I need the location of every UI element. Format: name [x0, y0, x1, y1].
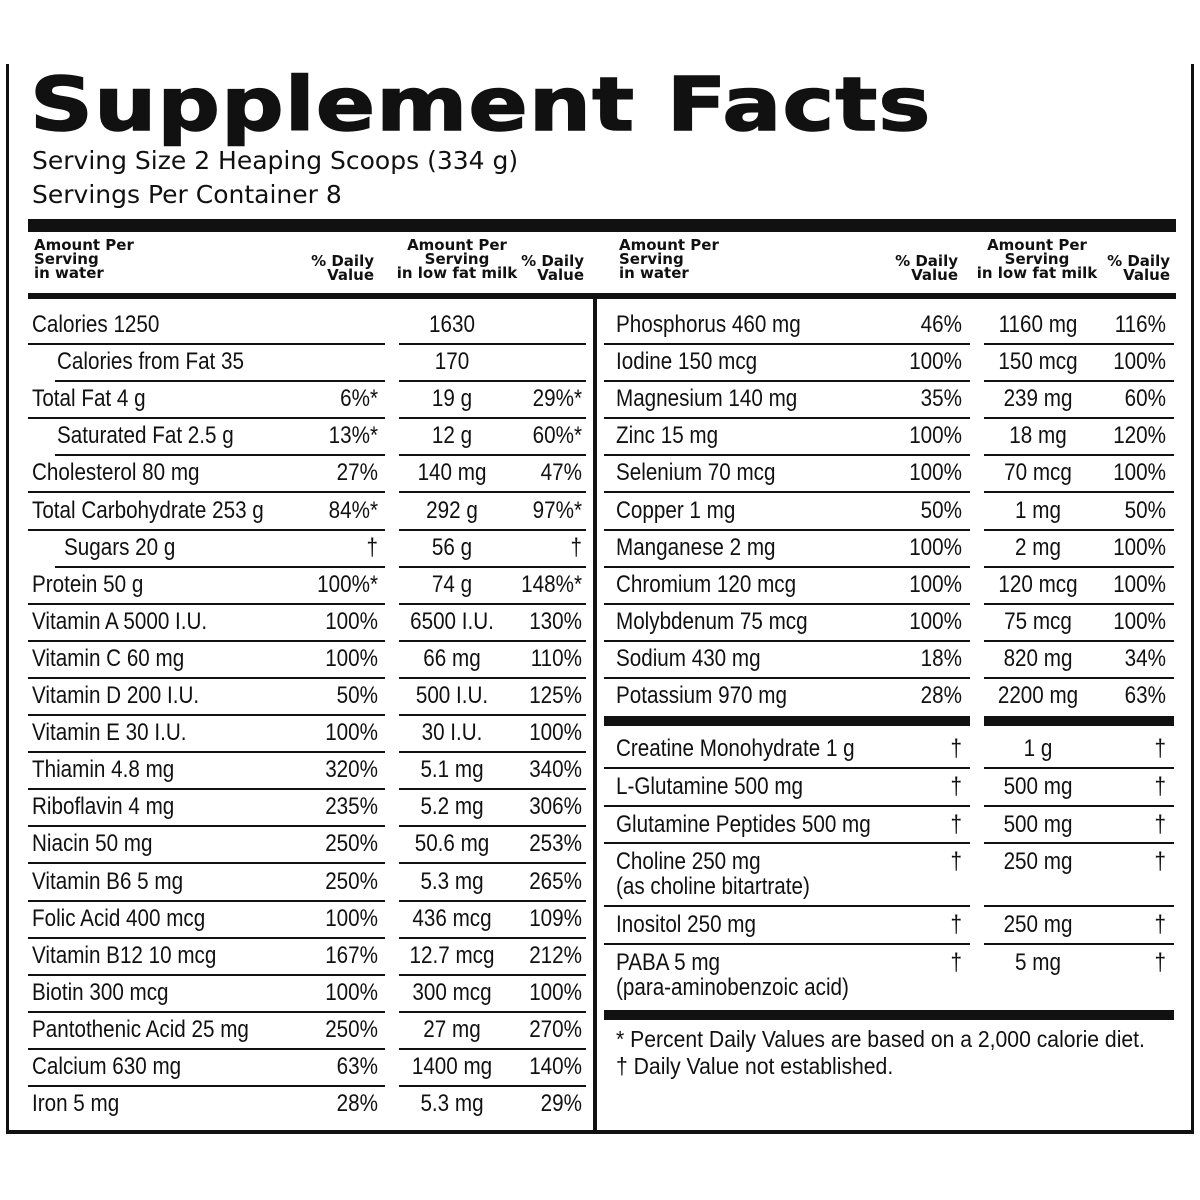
daily-value-milk: 306%: [529, 793, 582, 821]
daily-value-milk: 116%: [1114, 311, 1166, 338]
nutrient-name: Potassium 970 mg: [616, 682, 787, 709]
nutrient-name: Chromium 120 mcg: [616, 570, 797, 598]
row-rule: [399, 825, 586, 827]
amount-milk: 500 I.U.: [415, 682, 489, 709]
nutrient-name: Manganese 2 mg: [616, 533, 776, 561]
daily-value-water: 63%: [336, 1053, 378, 1080]
row-rule: [399, 417, 586, 419]
serving-size: Serving Size 2 Heaping Scoops (334 g): [32, 146, 519, 175]
ingredient-name: Creatine Monohydrate 1 g: [616, 735, 855, 762]
nutrient-name: Biotin 300 mcg: [32, 978, 169, 1006]
row-rule: [604, 566, 970, 568]
daily-value-water: 35%: [920, 385, 962, 413]
row-rule: [399, 491, 586, 493]
row-rule: [28, 417, 385, 419]
amount-milk: 1160 mg: [998, 311, 1078, 338]
amount-milk: 1630: [429, 311, 475, 338]
daily-value-water: 27%: [336, 459, 378, 487]
amount-milk: 5.2 mg: [420, 793, 484, 821]
amount-milk: 74 g: [431, 570, 473, 598]
top-thick-rule: [28, 219, 1176, 232]
header-rule: [28, 293, 1176, 299]
row-rule: [399, 788, 586, 790]
row-rule: [984, 417, 1174, 419]
daily-value-milk: 100%: [1113, 348, 1166, 376]
daily-value-water: 235%: [325, 793, 378, 821]
daily-value-milk: 50%: [1124, 496, 1166, 524]
row-rule: [399, 380, 586, 382]
row-rule: [399, 974, 586, 976]
daily-value-milk: †: [570, 533, 582, 561]
daily-value-water: 100%: [909, 459, 962, 487]
daily-value-milk: 100%: [1113, 607, 1166, 635]
header-dv-water-left: % Daily Value: [311, 252, 374, 284]
nutrient-name: Vitamin C 60 mg: [32, 644, 185, 672]
daily-value-water: 100%: [909, 422, 962, 450]
amount-milk: 70 mcg: [1004, 459, 1072, 487]
row-rule: [28, 788, 385, 790]
amount-milk: 5.1 mg: [420, 756, 484, 784]
ingredient-name: Glutamine Peptides 500 mg: [616, 811, 871, 838]
daily-value-water: 100%: [909, 607, 962, 635]
daily-value-water: †: [950, 949, 962, 976]
daily-value-milk: 148%*: [521, 570, 582, 598]
row-rule: [28, 751, 385, 753]
amount-milk: 1 g: [1023, 735, 1053, 762]
daily-value-milk: 34%: [1124, 644, 1166, 672]
amount-milk: 1400 mg: [411, 1053, 493, 1080]
row-rule: [399, 454, 586, 456]
nutrient-name: Thiamin 4.8 mg: [32, 756, 175, 784]
row-rule: [604, 842, 970, 844]
amount-milk: 12 g: [431, 422, 473, 450]
row-rule: [399, 1048, 586, 1050]
header-dv-milk-left: % Daily Value: [521, 252, 584, 284]
row-rule: [28, 603, 385, 605]
nutrient-name: Zinc 15 mg: [616, 422, 719, 450]
row-rule: [28, 640, 385, 642]
amount-milk: 2200 mg: [997, 682, 1079, 709]
section-rule-milk: [984, 716, 1174, 726]
row-rule: [399, 714, 586, 716]
daily-value-milk: 29%: [540, 1090, 582, 1118]
daily-value-milk: †: [1154, 848, 1166, 875]
daily-value-milk: †: [1154, 811, 1166, 838]
footnote-daily-values: * Percent Daily Values are based on a 2,000 calorie diet.: [616, 1026, 1145, 1052]
row-rule: [984, 640, 1174, 642]
header-dv-water-right: % Daily Value: [895, 252, 958, 284]
ingredient-name: Choline 250 mg: [616, 848, 761, 875]
nutrient-name: Copper 1 mg: [616, 496, 736, 524]
row-rule: [984, 343, 1174, 345]
row-rule: [984, 491, 1174, 493]
row-rule: [984, 603, 1174, 605]
header-amount-milk-right: Amount Per Serving in low fat milk: [976, 236, 1098, 282]
row-rule: [604, 603, 970, 605]
row-rule: [28, 677, 385, 679]
daily-value-milk: 125%: [529, 682, 582, 709]
row-rule: [399, 640, 586, 642]
amount-milk: 250 mg: [1003, 911, 1073, 938]
nutrient-name: Total Carbohydrate 253 g: [32, 496, 264, 524]
row-rule: [984, 380, 1174, 382]
daily-value-water: 100%: [325, 904, 378, 932]
row-rule: [984, 454, 1174, 456]
daily-value-water: 100%: [909, 348, 962, 376]
daily-value-water: 6%*: [340, 385, 378, 413]
header-amount-milk-left: Amount Per Serving in low fat milk: [396, 236, 518, 282]
daily-value-water: †: [950, 735, 962, 762]
section-rule-water: [604, 716, 970, 726]
row-rule: [984, 529, 1174, 531]
row-rule: [604, 380, 970, 382]
daily-value-water: 100%: [325, 644, 378, 672]
daily-value-milk: †: [1154, 773, 1166, 800]
row-rule: [55, 454, 385, 456]
amount-milk: 500 mg: [1003, 773, 1073, 800]
header-amount-water-left: Amount Per Serving in water: [34, 236, 134, 282]
row-rule: [399, 566, 586, 568]
row-rule: [28, 529, 385, 531]
daily-value-milk: 212%: [529, 941, 582, 969]
ingredient-name: Inositol 250 mg: [616, 911, 756, 938]
nutrient-name: Sugars 20 g: [64, 533, 176, 561]
daily-value-milk: 29%*: [532, 385, 582, 413]
daily-value-water: †: [950, 773, 962, 800]
row-rule: [399, 529, 586, 531]
row-rule: [604, 767, 970, 769]
row-rule: [399, 900, 586, 902]
daily-value-water: 28%: [336, 1090, 378, 1118]
amount-milk: 5 mg: [1015, 949, 1061, 976]
panel-title: Supplement Facts: [30, 62, 932, 148]
nutrient-name: Pantothenic Acid 25 mg: [32, 1015, 249, 1043]
nutrient-name: Magnesium 140 mg: [616, 385, 798, 413]
daily-value-milk: †: [1154, 735, 1166, 762]
row-rule: [28, 900, 385, 902]
amount-milk: 19 g: [431, 385, 473, 413]
nutrient-name: Iron 5 mg: [32, 1090, 120, 1118]
row-rule: [604, 454, 970, 456]
daily-value-milk: †: [1154, 949, 1166, 976]
row-rule: [28, 937, 385, 939]
daily-value-water: 13%*: [328, 422, 378, 450]
amount-milk: 500 mg: [1003, 811, 1073, 838]
amount-milk: 820 mg: [1003, 644, 1073, 672]
row-rule: [399, 862, 586, 864]
row-rule: [399, 1085, 586, 1087]
row-rule: [984, 805, 1174, 807]
daily-value-milk: 253%: [529, 830, 582, 858]
amount-milk: 5.3 mg: [420, 867, 484, 895]
row-rule: [604, 943, 970, 945]
nutrient-name: Iodine 150 mcg: [616, 348, 758, 376]
row-rule: [984, 842, 1174, 844]
daily-value-water: 46%: [920, 311, 962, 338]
nutrient-name: Protein 50 g: [32, 570, 144, 598]
amount-milk: 239 mg: [1003, 385, 1073, 413]
amount-milk: 250 mg: [1003, 848, 1073, 875]
servings-per-container: Servings Per Container 8: [32, 180, 342, 209]
amount-milk: 150 mcg: [998, 348, 1078, 376]
row-rule: [399, 751, 586, 753]
row-rule: [604, 343, 970, 345]
nutrient-name: Folic Acid 400 mcg: [32, 904, 206, 932]
daily-value-water: †: [950, 848, 962, 875]
daily-value-water: 50%: [920, 496, 962, 524]
daily-value-water: 100%*: [317, 570, 378, 598]
nutrient-name: Total Fat 4 g: [32, 385, 146, 413]
daily-value-water: 250%: [325, 830, 378, 858]
daily-value-milk: 100%: [529, 719, 582, 747]
daily-value-water: 28%: [920, 682, 962, 709]
daily-value-milk: 60%*: [532, 422, 582, 450]
daily-value-water: †: [366, 533, 378, 561]
daily-value-water: †: [950, 911, 962, 938]
row-rule: [28, 862, 385, 864]
row-rule: [984, 566, 1174, 568]
nutrient-name: Riboflavin 4 mg: [32, 793, 175, 821]
row-rule: [28, 1011, 385, 1013]
header-dv-milk-right: % Daily Value: [1107, 252, 1170, 284]
daily-value-water: 84%*: [328, 496, 378, 524]
daily-value-milk: †: [1154, 911, 1166, 938]
nutrient-name: Cholesterol 80 mg: [32, 459, 200, 487]
row-rule: [984, 905, 1174, 907]
row-rule: [604, 529, 970, 531]
daily-value-milk: 60%: [1124, 385, 1166, 413]
nutrient-name: Vitamin B12 10 mcg: [32, 941, 217, 969]
row-rule: [28, 714, 385, 716]
daily-value-milk: 110%: [530, 644, 582, 672]
row-rule: [399, 343, 586, 345]
daily-value-water: 167%: [325, 941, 378, 969]
row-rule: [399, 677, 586, 679]
nutrient-name: Calories 1250: [32, 311, 160, 338]
row-rule: [604, 491, 970, 493]
ingredient-note: (as choline bitartrate): [616, 873, 810, 900]
nutrient-name: Vitamin A 5000 I.U.: [32, 607, 208, 635]
row-rule: [399, 937, 586, 939]
daily-value-water: 100%: [325, 607, 378, 635]
header-amount-water-right: Amount Per Serving in water: [619, 236, 719, 282]
daily-value-water: 50%: [336, 682, 378, 709]
amount-milk: 6500 I.U.: [410, 607, 494, 635]
amount-milk: 300 mcg: [412, 978, 492, 1006]
daily-value-water: 18%: [920, 644, 962, 672]
amount-milk: 66 mg: [423, 644, 481, 672]
daily-value-water: 320%: [325, 756, 378, 784]
daily-value-water: 100%: [325, 719, 378, 747]
amount-milk: 75 mcg: [1004, 607, 1072, 635]
footnote-rule: [604, 1010, 1174, 1020]
amount-milk: 170: [434, 348, 470, 376]
amount-milk: 27 mg: [423, 1015, 481, 1043]
daily-value-milk: 97%*: [532, 496, 582, 524]
row-rule: [28, 1085, 385, 1087]
daily-value-milk: 265%: [529, 867, 582, 895]
row-rule: [604, 805, 970, 807]
row-rule: [55, 566, 385, 568]
row-rule: [28, 825, 385, 827]
amount-milk: 56 g: [431, 533, 473, 561]
amount-milk: 292 g: [426, 496, 478, 524]
daily-value-milk: 100%: [1113, 533, 1166, 561]
daily-value-milk: 63%: [1124, 682, 1166, 709]
row-rule: [984, 767, 1174, 769]
daily-value-milk: 340%: [529, 756, 582, 784]
row-rule: [28, 974, 385, 976]
daily-value-milk: 100%: [529, 978, 582, 1006]
amount-milk: 12.7 mcg: [409, 941, 495, 969]
daily-value-water: 250%: [325, 867, 378, 895]
row-rule: [28, 491, 385, 493]
footnote-not-established: † Daily Value not established.: [616, 1053, 894, 1079]
nutrient-name: Vitamin B6 5 mg: [32, 867, 184, 895]
amount-milk: 1 mg: [1015, 496, 1061, 524]
daily-value-water: 100%: [909, 533, 962, 561]
daily-value-milk: 100%: [1113, 570, 1166, 598]
amount-milk: 18 mg: [1009, 422, 1067, 450]
row-rule: [28, 343, 385, 345]
daily-value-milk: 109%: [529, 904, 582, 932]
daily-value-milk: 270%: [529, 1015, 582, 1043]
nutrient-name: Molybdenum 75 mcg: [616, 607, 808, 635]
daily-value-milk: 120%: [1113, 422, 1166, 450]
amount-milk: 120 mcg: [998, 570, 1078, 598]
nutrient-name: Saturated Fat 2.5 g: [57, 422, 234, 450]
amount-milk: 140 mg: [417, 459, 487, 487]
nutrient-name: Vitamin E 30 I.U.: [32, 719, 187, 747]
nutrient-name: Calcium 630 mg: [32, 1053, 182, 1080]
ingredient-name: L-Glutamine 500 mg: [616, 773, 804, 800]
amount-milk: 436 mcg: [412, 904, 492, 932]
daily-value-water: 100%: [909, 570, 962, 598]
daily-value-water: †: [950, 811, 962, 838]
nutrient-name: Niacin 50 mg: [32, 830, 153, 858]
daily-value-milk: 140%: [529, 1053, 582, 1080]
row-rule: [55, 380, 385, 382]
daily-value-milk: 47%: [540, 459, 582, 487]
amount-milk: 30 I.U.: [421, 719, 483, 747]
row-rule: [984, 677, 1174, 679]
row-rule: [604, 905, 970, 907]
nutrient-name: Vitamin D 200 I.U.: [32, 682, 200, 709]
row-rule: [399, 603, 586, 605]
nutrient-name: Selenium 70 mcg: [616, 459, 776, 487]
row-rule: [28, 1048, 385, 1050]
amount-milk: 50.6 mg: [414, 830, 490, 858]
daily-value-water: 100%: [325, 978, 378, 1006]
row-rule: [604, 677, 970, 679]
nutrient-name: Phosphorus 460 mg: [616, 311, 801, 338]
row-rule: [604, 640, 970, 642]
daily-value-milk: 100%: [1113, 459, 1166, 487]
row-rule: [399, 1011, 586, 1013]
nutrient-name: Calories from Fat 35: [57, 348, 244, 376]
daily-value-milk: 130%: [529, 607, 582, 635]
ingredient-note: (para-aminobenzoic acid): [616, 974, 849, 1001]
row-rule: [984, 943, 1174, 945]
nutrient-name: Sodium 430 mg: [616, 644, 761, 672]
column-divider: [593, 293, 597, 1130]
amount-milk: 2 mg: [1015, 533, 1061, 561]
amount-milk: 5.3 mg: [420, 1090, 484, 1118]
daily-value-water: 250%: [325, 1015, 378, 1043]
row-rule: [604, 417, 970, 419]
ingredient-name: PABA 5 mg: [616, 949, 721, 976]
